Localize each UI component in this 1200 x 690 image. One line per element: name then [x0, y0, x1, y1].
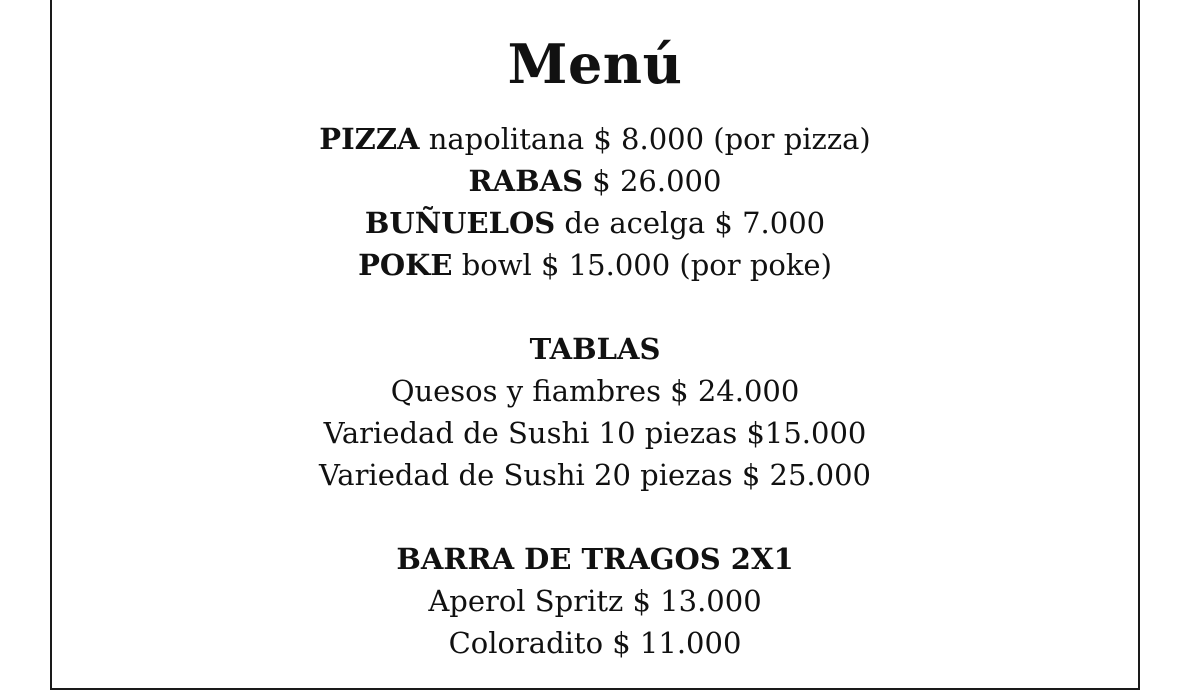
tablas-heading: TABLAS: [529, 332, 661, 366]
menu-item-name: PIZZA: [319, 122, 420, 156]
barra-item: Coloradito $ 11.000: [448, 626, 742, 660]
menu-item-bunuelos: [52, 202, 1138, 244]
menu-item-poke: [52, 244, 1138, 286]
barra-section: [52, 538, 1138, 664]
menu-item-detail: napolitana $ 8.000 (por pizza): [419, 122, 871, 156]
barra-item: Aperol Spritz $ 13.000: [428, 584, 762, 618]
tablas-item: Variedad de Sushi 10 piezas $15.000: [323, 416, 867, 450]
menu-item-detail: de acelga $ 7.000: [555, 206, 826, 240]
menu-item-pizza: [52, 118, 1138, 160]
menu-content: [52, 0, 1138, 664]
menu-card: [50, 0, 1140, 690]
menu-item-rabas: [52, 160, 1138, 202]
menu-item-detail: bowl $ 15.000 (por poke): [452, 248, 832, 282]
tablas-item: Variedad de Sushi 20 piezas $ 25.000: [319, 458, 871, 492]
menu-item-name: BUÑUELOS: [364, 206, 556, 240]
menu-item-name: RABAS: [468, 164, 584, 198]
barra-heading: BARRA DE TRAGOS 2X1: [396, 542, 794, 576]
tablas-item: Quesos y fiambres $ 24.000: [390, 374, 800, 408]
menu-items-section: [52, 118, 1138, 286]
menu-item-detail: $ 26.000: [583, 164, 722, 198]
tablas-section: [52, 328, 1138, 496]
menu-item-name: POKE: [358, 248, 453, 282]
menu-title: Menú: [507, 32, 683, 96]
